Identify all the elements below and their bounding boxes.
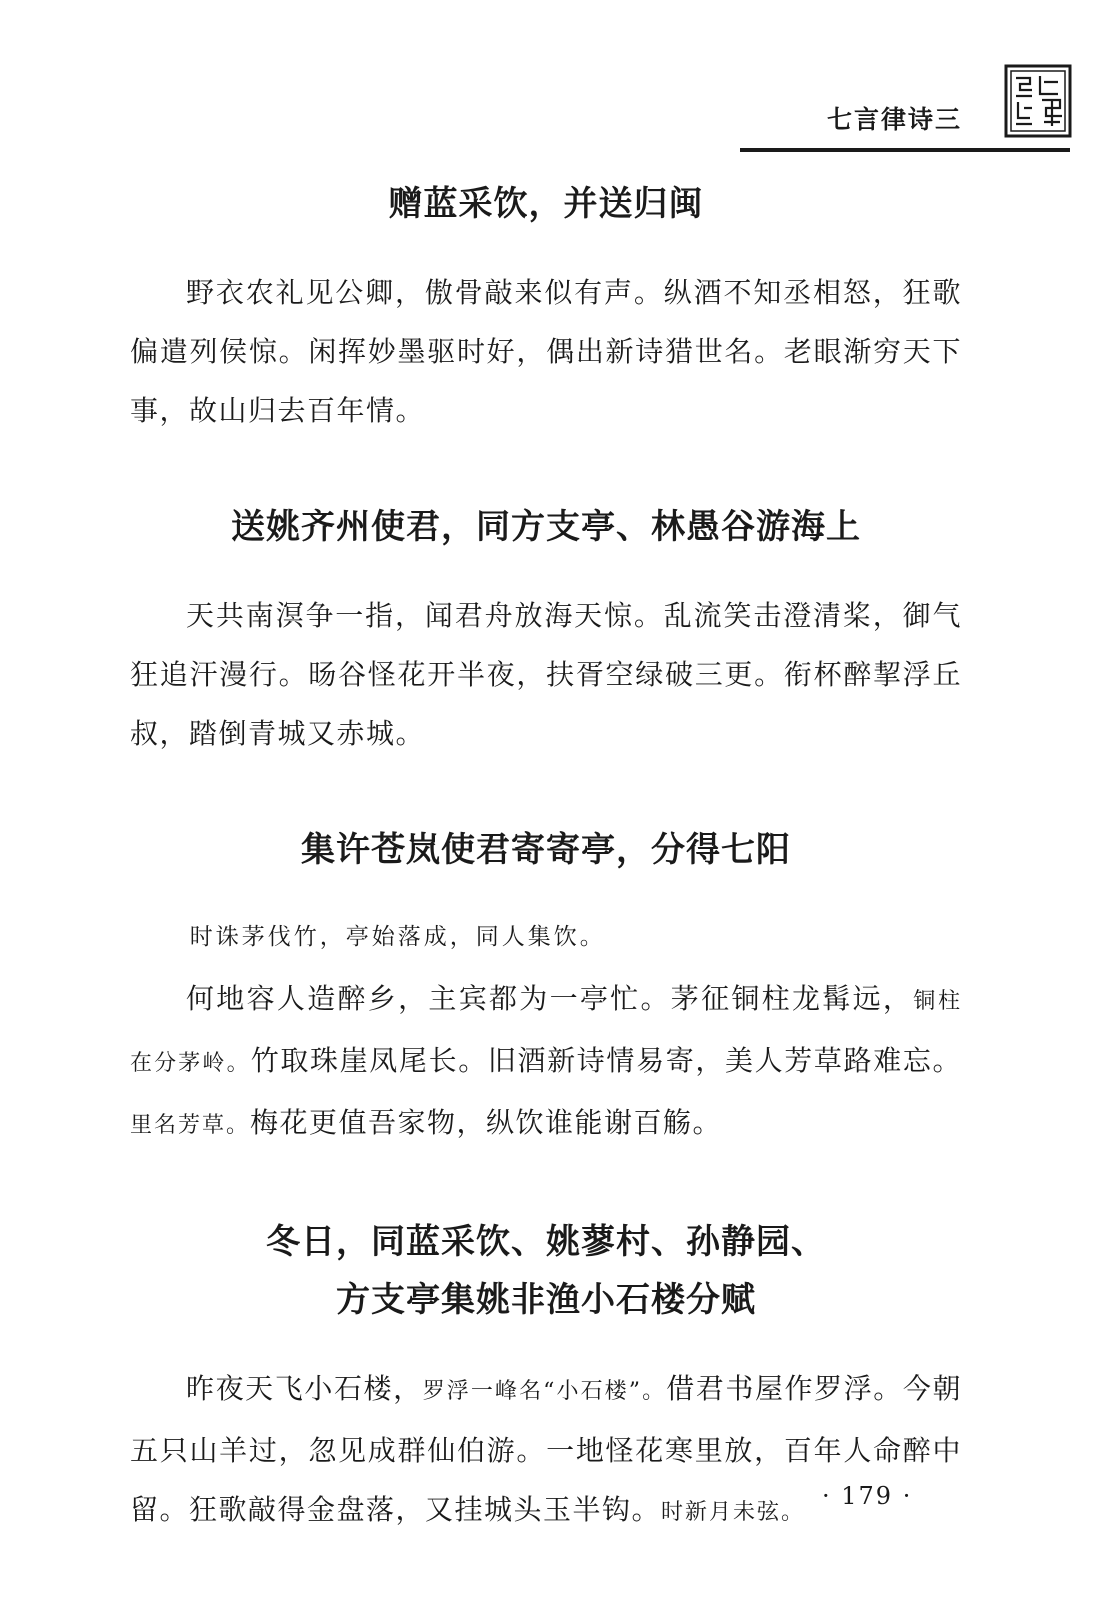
- poem-1: [130, 175, 962, 440]
- poem-body: 野衣农礼见公卿，傲骨敲来似有声。纵酒不知丞相怒，狂歌偏遣列侯惊。闲挥妙墨驱时好，偶出新诗猎世名。老眼渐穷天下事，故山归去百年情。: [130, 276, 962, 427]
- annotation-note: 时新月未弦。: [661, 1500, 806, 1525]
- annotation-note: 铜柱在分茅岭。: [130, 989, 962, 1076]
- poem-preface: 时诛茅伐竹，亭始落成，同人集饮。: [189, 924, 606, 950]
- poem-title: 送姚齐州使君，同方支亭、林愚谷游海上: [231, 507, 861, 547]
- poem-body: [130, 1359, 962, 1542]
- annotation-note: 罗浮一峰名“小石楼”。: [422, 1379, 667, 1404]
- verse-text: 竹取珠崖凤尾长。旧酒新诗情易寄，美人芳草路难忘。: [250, 1044, 962, 1077]
- poem-title: 集许苍岚使君寄寄亭，分得七阳: [301, 830, 791, 870]
- poem-2: [130, 498, 962, 763]
- annotation-note: 里名芳草。: [130, 1113, 251, 1138]
- poem-3: [130, 821, 962, 1155]
- verse-text: 梅花更值吾家物，纵饮谁能谢百觞。: [250, 1106, 723, 1139]
- poem-body: [130, 969, 962, 1155]
- poem-body: 天共南溟争一指，闻君舟放海天惊。乱流笑击澄清桨，御气狂追汗漫行。旸谷怪花开半夜，扶胥空绿破三更。衔杯醉挈浮丘叔，踏倒青城又赤城。: [130, 599, 962, 750]
- verse-text: 何地容人造醉乡，主宾都为一亭忙。茅征铜柱龙髯远，: [186, 982, 914, 1015]
- page-content: [130, 175, 962, 1542]
- verse-text: 借君书屋作罗浮。今朝五只山羊过，忽见成群仙伯游。一地怪花寒里放，百年人命醉中留。狂歌敲得金盘落，又挂城头玉半钩。: [130, 1372, 962, 1526]
- verse-text: 昨夜天飞小石楼，: [186, 1372, 423, 1405]
- page-number: · 179 ·: [822, 1482, 913, 1510]
- poem-title-line-2: 方支亭集姚非渔小石楼分赋: [336, 1280, 756, 1320]
- header-rule: [740, 148, 1070, 152]
- poem-title: 赠蓝采饮，并送归闽: [388, 184, 704, 224]
- running-head: 七言律诗三: [826, 105, 962, 134]
- seal-stamp-icon: [1004, 64, 1072, 138]
- poem-title-line-1: 冬日，同蓝采饮、姚蓼村、孙静园、: [266, 1222, 826, 1262]
